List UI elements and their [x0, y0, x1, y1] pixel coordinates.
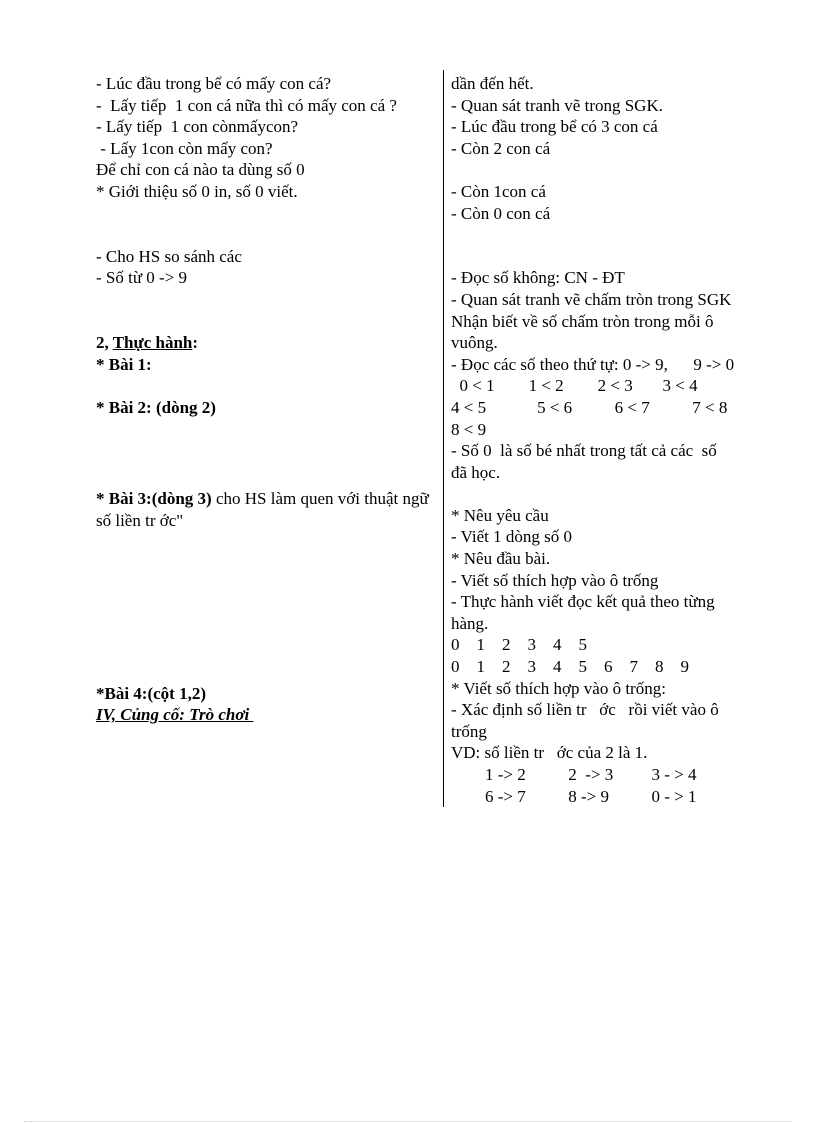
right-line: 4 < 5 5 < 6 6 < 7 7 < 8 — [451, 397, 728, 417]
right-line: - Còn 1con cá — [451, 181, 546, 201]
left-line: - Lấy tiếp 1 con cá nữa thì có mấy con cá ? — [96, 95, 397, 115]
right-line: Nhận biết về số chấm tròn trong mỗi ô — [451, 311, 714, 331]
right-line: VD: số liền tr ớc của 2 là 1. — [451, 743, 648, 763]
column-divider — [443, 70, 444, 807]
section-2-heading — [96, 332, 436, 354]
right-line: 6 -> 7 8 -> 9 0 - > 1 — [451, 786, 697, 806]
right-line: 1 -> 2 2 -> 3 3 - > 4 — [451, 765, 697, 784]
right-line: - Thực hành viết đọc kết quả theo từng — [451, 592, 715, 612]
right-line: - Quan sát tranh vẽ chấm tròn trong SGK — [451, 289, 732, 309]
exercise-2-label: * Bài 2: (dòng 2) — [96, 397, 216, 417]
left-line: - Số từ 0 -> 9 — [96, 268, 188, 288]
left-column — [96, 73, 436, 726]
right-line: - Còn 2 con cá — [451, 138, 551, 158]
right-line: dần đến hết. — [451, 74, 534, 93]
section-number: 2, — [96, 333, 113, 353]
left-line: - Lúc đầu trong bể có mấy con cá? — [96, 74, 332, 93]
left-line: * Giới thiệu số 0 in, số 0 viết. — [96, 181, 298, 201]
exercise-3-text: cho HS làm quen với thuật ngữ số liền tr ớc" — [96, 489, 429, 530]
left-line: - Lấy tiếp 1 con cònmấycon? — [96, 117, 299, 137]
right-line: hàng. — [451, 613, 489, 633]
right-column — [451, 73, 771, 807]
right-line: đã học. — [451, 462, 501, 482]
section-4-heading: IV, Củng cố: Trò chơi — [96, 705, 254, 725]
exercise-3-paragraph — [96, 488, 436, 531]
right-line: 0 < 1 1 < 2 2 < 3 3 < 4 — [451, 376, 698, 396]
right-line: - Xác định số liền tr ớc rồi viết vào ô — [451, 700, 719, 720]
right-line: * Nêu đầu bài. — [451, 549, 551, 569]
right-line: - Viết số thích hợp vào ô trống — [451, 570, 659, 590]
right-line: - Số 0 là số bé nhất trong tất cả các số — [451, 441, 717, 461]
right-line: - Lúc đầu trong bể có 3 con cá — [451, 117, 658, 137]
exercise-4-label: *Bài 4:(cột 1,2) — [96, 683, 207, 703]
page-bottom-border — [24, 1121, 792, 1122]
left-line: - Lấy 1con còn mấy con? — [96, 138, 273, 158]
left-line: - Cho HS so sánh các — [96, 246, 242, 266]
right-line: - Đọc số không: CN - ĐT — [451, 268, 625, 288]
section-colon: : — [192, 333, 199, 353]
right-line: * Viết số thích hợp vào ô trống: — [451, 678, 666, 698]
right-line: - Quan sát tranh vẽ trong SGK. — [451, 95, 663, 115]
right-line: 0 1 2 3 4 5 — [451, 635, 587, 655]
right-line: - Còn 0 con cá — [451, 203, 551, 223]
exercise-1-label: * Bài 1: — [96, 354, 152, 374]
right-line: - Viết 1 dòng số 0 — [451, 527, 572, 547]
right-line: 8 < 9 — [451, 419, 487, 439]
right-line: trống — [451, 721, 487, 741]
right-line: - Đọc các số theo thứ tự: 0 -> 9, 9 -> 0 — [451, 354, 735, 374]
right-line: 0 1 2 3 4 5 6 7 8 9 — [451, 657, 689, 677]
left-line: Để chỉ con cá nào ta dùng số 0 — [96, 160, 305, 180]
exercise-3-label: * Bài 3:(dòng 3) — [96, 489, 212, 509]
section-title: Thực hành — [112, 333, 193, 353]
right-line: * Nêu yêu cầu — [451, 505, 549, 525]
right-line: vuông. — [451, 333, 498, 353]
